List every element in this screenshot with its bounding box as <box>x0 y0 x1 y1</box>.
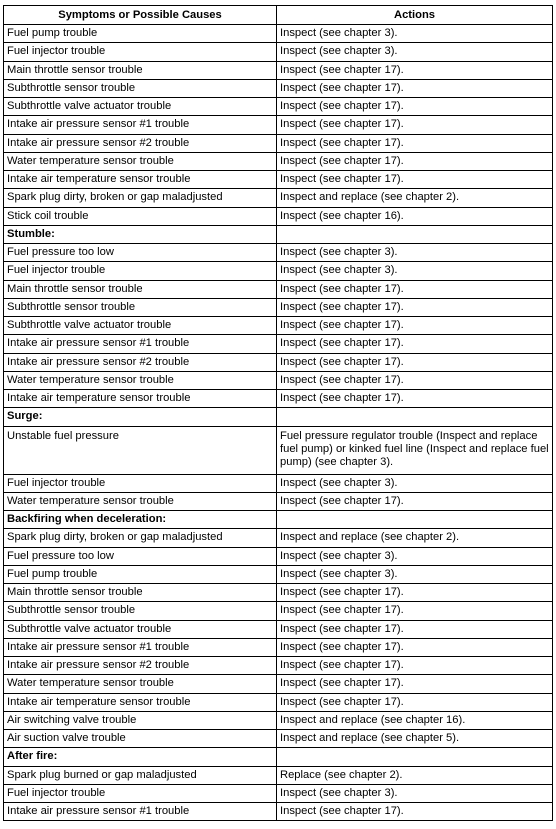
cause-cell: Spark plug burned or gap maladjusted <box>4 766 277 784</box>
action-cell: Inspect (see chapter 17). <box>277 79 553 97</box>
action-cell: Inspect (see chapter 17). <box>277 584 553 602</box>
cause-cell: Intake air pressure sensor #2 trouble <box>4 353 277 371</box>
action-cell: Inspect (see chapter 17). <box>277 116 553 134</box>
table-row <box>4 529 553 547</box>
action-cell: Inspect (see chapter 17). <box>277 492 553 510</box>
action-cell: Inspect (see chapter 17). <box>277 280 553 298</box>
action-cell <box>277 408 553 426</box>
action-cell: Inspect (see chapter 17). <box>277 353 553 371</box>
table-row <box>4 61 553 79</box>
cause-cell: Subthrottle valve actuator trouble <box>4 317 277 335</box>
action-cell: Inspect (see chapter 3). <box>277 262 553 280</box>
table-row <box>4 693 553 711</box>
action-cell: Inspect (see chapter 3). <box>277 565 553 583</box>
table-row <box>4 244 553 262</box>
cause-cell: Main throttle sensor trouble <box>4 280 277 298</box>
table-header <box>4 6 553 25</box>
cause-cell: Fuel pressure too low <box>4 547 277 565</box>
cause-cell: Subthrottle valve actuator trouble <box>4 98 277 116</box>
cause-cell: Subthrottle sensor trouble <box>4 298 277 316</box>
cause-cell: Fuel injector trouble <box>4 784 277 802</box>
cause-cell: Intake air pressure sensor #2 trouble <box>4 657 277 675</box>
action-cell: Inspect (see chapter 17). <box>277 602 553 620</box>
action-cell: Inspect (see chapter 3). <box>277 25 553 43</box>
action-cell: Inspect and replace (see chapter 2). <box>277 529 553 547</box>
action-cell: Inspect and replace (see chapter 16). <box>277 711 553 729</box>
cause-cell: Intake air pressure sensor #1 trouble <box>4 116 277 134</box>
action-cell: Inspect (see chapter 17). <box>277 335 553 353</box>
cause-cell: Water temperature sensor trouble <box>4 675 277 693</box>
symptom-heading-row <box>4 225 553 243</box>
table-row <box>4 335 553 353</box>
cause-cell: Fuel injector trouble <box>4 43 277 61</box>
table-row <box>4 426 553 474</box>
table-row <box>4 474 553 492</box>
cause-cell: Air suction valve trouble <box>4 730 277 748</box>
table-row <box>4 25 553 43</box>
table-row <box>4 280 553 298</box>
action-cell: Inspect (see chapter 17). <box>277 134 553 152</box>
table-row <box>4 390 553 408</box>
action-cell: Inspect (see chapter 17). <box>277 390 553 408</box>
header-row <box>4 6 553 25</box>
symptom-heading-row <box>4 408 553 426</box>
action-cell: Inspect and replace (see chapter 5). <box>277 730 553 748</box>
cause-cell: Subthrottle sensor trouble <box>4 79 277 97</box>
action-cell: Inspect (see chapter 17). <box>277 98 553 116</box>
table-row <box>4 675 553 693</box>
action-cell: Inspect (see chapter 17). <box>277 638 553 656</box>
cause-cell: Intake air temperature sensor trouble <box>4 171 277 189</box>
table-row <box>4 730 553 748</box>
action-cell: Inspect (see chapter 3). <box>277 547 553 565</box>
table-row <box>4 43 553 61</box>
action-cell: Inspect (see chapter 17). <box>277 657 553 675</box>
action-cell: Inspect (see chapter 3). <box>277 244 553 262</box>
column-header-actions: Actions <box>277 6 553 25</box>
cause-cell: Subthrottle valve actuator trouble <box>4 620 277 638</box>
symptom-heading: Backfiring when deceleration: <box>4 511 277 529</box>
action-cell: Inspect (see chapter 3). <box>277 474 553 492</box>
cause-cell: Air switching valve trouble <box>4 711 277 729</box>
cause-cell: Intake air temperature sensor trouble <box>4 390 277 408</box>
table-row <box>4 171 553 189</box>
symptom-heading: Stumble: <box>4 225 277 243</box>
table-row <box>4 784 553 802</box>
action-cell: Inspect (see chapter 16). <box>277 207 553 225</box>
action-cell: Replace (see chapter 2). <box>277 766 553 784</box>
symptom-heading-row <box>4 511 553 529</box>
cause-cell: Main throttle sensor trouble <box>4 61 277 79</box>
symptom-heading: After fire: <box>4 748 277 766</box>
cause-cell: Intake air pressure sensor #1 trouble <box>4 638 277 656</box>
action-cell <box>277 748 553 766</box>
action-cell: Inspect (see chapter 17). <box>277 152 553 170</box>
action-cell: Inspect and replace (see chapter 2). <box>277 189 553 207</box>
cause-cell: Water temperature sensor trouble <box>4 371 277 389</box>
cause-cell: Stick coil trouble <box>4 207 277 225</box>
action-cell <box>277 511 553 529</box>
table-row <box>4 657 553 675</box>
table-row <box>4 584 553 602</box>
cause-cell: Intake air pressure sensor #1 trouble <box>4 803 277 821</box>
table-row <box>4 353 553 371</box>
cause-cell: Fuel injector trouble <box>4 474 277 492</box>
action-cell: Inspect (see chapter 3). <box>277 43 553 61</box>
table-row <box>4 547 553 565</box>
cause-cell: Fuel pressure too low <box>4 244 277 262</box>
table-row <box>4 207 553 225</box>
action-cell: Inspect (see chapter 17). <box>277 675 553 693</box>
table-row <box>4 134 553 152</box>
cause-cell: Fuel injector trouble <box>4 262 277 280</box>
cause-cell: Intake air temperature sensor trouble <box>4 693 277 711</box>
symptom-heading-row <box>4 748 553 766</box>
table-row <box>4 317 553 335</box>
table-row <box>4 262 553 280</box>
action-cell: Inspect (see chapter 17). <box>277 61 553 79</box>
action-cell: Inspect (see chapter 17). <box>277 317 553 335</box>
table-row <box>4 565 553 583</box>
column-header-causes: Symptoms or Possible Causes <box>4 6 277 25</box>
cause-cell: Unstable fuel pressure <box>4 426 277 474</box>
table-row <box>4 298 553 316</box>
table-body <box>4 25 553 821</box>
cause-cell: Water temperature sensor trouble <box>4 492 277 510</box>
action-cell: Fuel pressure regulator trouble (Inspect and replace fuel pump) or kinked fuel line (Inspect and replace fuel pump) (see chapter 3). <box>277 426 553 474</box>
table-row <box>4 371 553 389</box>
table-row <box>4 79 553 97</box>
cause-cell: Water temperature sensor trouble <box>4 152 277 170</box>
cause-cell: Spark plug dirty, broken or gap maladjusted <box>4 529 277 547</box>
cause-cell: Subthrottle sensor trouble <box>4 602 277 620</box>
cause-cell: Intake air pressure sensor #1 trouble <box>4 335 277 353</box>
table-row <box>4 620 553 638</box>
table-row <box>4 98 553 116</box>
table-row <box>4 189 553 207</box>
action-cell: Inspect (see chapter 17). <box>277 620 553 638</box>
action-cell: Inspect (see chapter 17). <box>277 298 553 316</box>
table-row <box>4 711 553 729</box>
cause-cell: Fuel pump trouble <box>4 565 277 583</box>
cause-cell: Intake air pressure sensor #2 trouble <box>4 134 277 152</box>
action-cell: Inspect (see chapter 17). <box>277 371 553 389</box>
table-row <box>4 116 553 134</box>
action-cell: Inspect (see chapter 17). <box>277 803 553 821</box>
table-row <box>4 766 553 784</box>
table-row <box>4 803 553 821</box>
action-cell: Inspect (see chapter 3). <box>277 784 553 802</box>
table-row <box>4 602 553 620</box>
table-row <box>4 152 553 170</box>
table-row <box>4 638 553 656</box>
table-row <box>4 492 553 510</box>
cause-cell: Spark plug dirty, broken or gap maladjusted <box>4 189 277 207</box>
troubleshooting-table <box>3 5 553 821</box>
action-cell <box>277 225 553 243</box>
cause-cell: Main throttle sensor trouble <box>4 584 277 602</box>
action-cell: Inspect (see chapter 17). <box>277 693 553 711</box>
symptom-heading: Surge: <box>4 408 277 426</box>
action-cell: Inspect (see chapter 17). <box>277 171 553 189</box>
cause-cell: Fuel pump trouble <box>4 25 277 43</box>
